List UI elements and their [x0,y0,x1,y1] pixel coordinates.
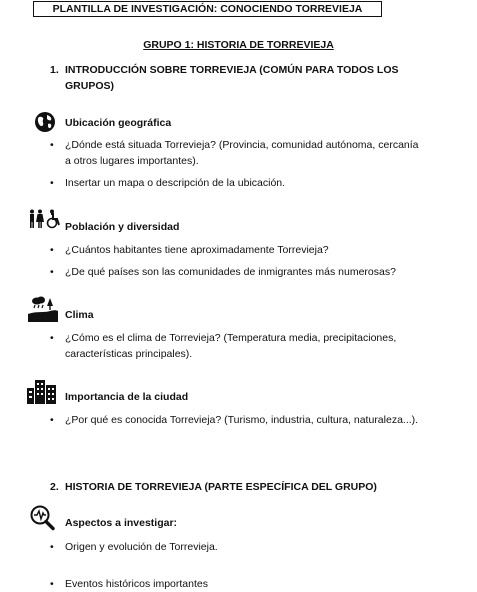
group-title: GRUPO 1: HISTORIA DE TORREVIEJA [143,39,334,51]
section-2-number: 2. [50,481,59,493]
people-icon [28,209,62,229]
list-item: • Insertar un mapa o descripción de la ubicación. [65,175,425,191]
section-2-title: HISTORIA DE TORREVIEJA (PARTE ESPECÍFICA DEL GRUPO) [65,481,377,493]
list-item: • ¿Cómo es el clima de Torrevieja? (Temperatura media, precipitaciones, características principales). [65,330,425,362]
section-1-title: INTRODUCCIÓN SOBRE TORREVIEJA (COMÚN PARA TODOS LOS GRUPOS) [65,64,399,92]
climate-icon [28,295,58,323]
list-item: • ¿De qué países son las comunidades de inmigrantes más numerosas? [65,264,425,280]
list-item: • Eventos históricos importantes [65,576,425,592]
subsection-title-climate: Clima [65,309,94,321]
list-item: • ¿Dónde está situada Torrevieja? (Provincia, comunidad autónoma, cercanía a otros lugares importantes). [65,137,425,169]
subsection-title-aspects: Aspectos a investigar: [65,517,178,529]
list-item: • Origen y evolución de Torrevieja. [65,539,425,555]
list-item: • ¿Por qué es conocida Torrevieja? (Turismo, industria, cultura, naturaleza...). [65,412,425,428]
section-2-heading [50,479,430,495]
globe-icon [34,111,56,133]
buildings-icon [27,380,57,404]
subsection-title-location: Ubicación geográfica [65,117,172,129]
list-item: • ¿Cuántos habitantes tiene aproximadamente Torrevieja? [65,242,425,258]
section-1-number: 1. [50,64,59,76]
subsection-title-importance: Importancia de la ciudad [65,391,189,403]
page-title: PLANTILLA DE INVESTIGACIÓN: CONOCIENDO TORREVIEJA [33,1,382,17]
section-1-heading [50,62,430,94]
subsection-title-population: Población y diversidad [65,221,180,233]
magnifier-icon [29,505,55,531]
